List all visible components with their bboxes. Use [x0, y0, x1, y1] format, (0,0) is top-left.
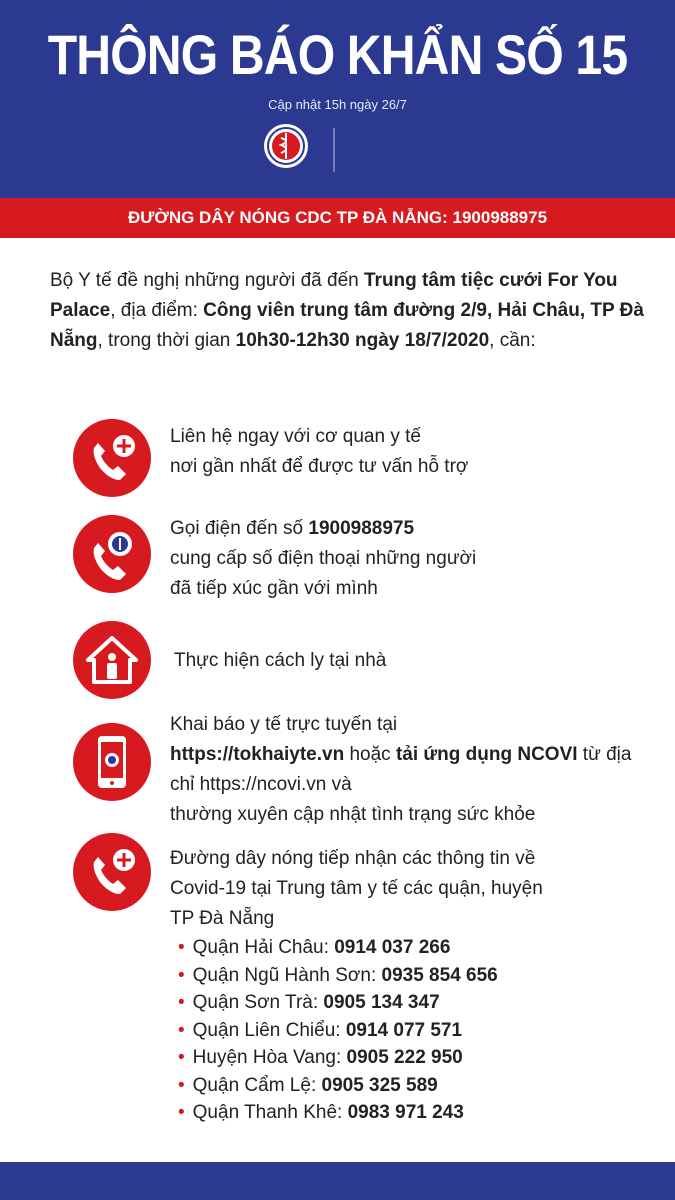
bullet-icon: •	[178, 992, 185, 1013]
hotline-number: 1900988975	[308, 518, 415, 539]
intro-text: , trong thời gian	[97, 330, 236, 351]
district-phone: 0914 037 266	[334, 937, 451, 958]
phone-logo-icon	[72, 514, 152, 594]
intro-paragraph	[50, 266, 650, 356]
instruction-text: Liên hệ ngay với cơ quan y tế nơi gần nhất để được tư vấn hỗ trợ	[170, 426, 469, 477]
caduceus-icon	[262, 122, 310, 170]
venue-name: Trung tâm tiệc cưới For You Palace	[50, 270, 618, 321]
instruction-text: Đường dây nóng tiếp nhận các thông tin về Covid-19 tại Trung tâm y tế các quận, huyện TP Đà Nẵng	[170, 848, 543, 929]
bullet-icon: •	[178, 1047, 185, 1068]
mobile-app-icon	[72, 722, 152, 802]
list-item: • Quận Cẩm Lệ: 0905 325 589	[178, 1074, 438, 1096]
page-title: THÔNG BÁO KHẨN SỐ 15	[47, 23, 628, 86]
list-item: • Quận Thanh Khê: 0983 971 243	[178, 1102, 464, 1123]
bullet-icon: •	[178, 1074, 185, 1096]
intro-text: , cần:	[489, 330, 536, 351]
logo-divider	[333, 128, 335, 172]
update-time: Cập nhật 15h ngày 26/7	[268, 97, 407, 112]
district-phone: 0914 077 571	[345, 1019, 463, 1041]
district-phone: 0905 134 347	[323, 992, 440, 1013]
intro-text: Bộ Y tế đề nghị những người đã đến	[50, 270, 364, 291]
list-item: • Quận Sơn Trà: 0905 134 347	[178, 992, 440, 1013]
declaration-link[interactable]: https://tokhaiyte.vn	[170, 744, 345, 765]
district-phone: 0983 971 243	[347, 1102, 464, 1123]
district-phone: 0905 325 589	[321, 1074, 438, 1096]
list-item: • Quận Ngũ Hành Sơn: 0935 854 656	[178, 964, 498, 986]
venue-address: Công viên trung tâm đường 2/9, Hải Châu, TP Đà Nẵng	[50, 300, 644, 351]
phone-plus-icon	[72, 418, 152, 498]
home-person-icon	[72, 620, 152, 700]
bullet-icon: •	[178, 1019, 185, 1041]
list-item: • Huyện Hòa Vang: 0905 222 950	[178, 1047, 463, 1068]
district-hotline-list	[178, 934, 638, 1127]
list-item: • Quận Liên Chiểu: 0914 077 571	[178, 1019, 463, 1041]
instruction-text: Gọi điện đến số 1900988975 cung cấp số điện thoại những người đã tiếp xúc gần với mình	[170, 518, 477, 599]
district-phone: 0905 222 950	[346, 1047, 463, 1068]
intro-text: , địa điểm:	[110, 300, 204, 321]
app-download-text: tải ứng dụng NCOVI	[395, 744, 578, 765]
footer-bar	[0, 1162, 675, 1200]
bullet-icon: •	[178, 1102, 185, 1123]
bullet-icon: •	[178, 937, 185, 958]
phone-plus-icon	[72, 832, 152, 912]
list-item: • Quận Hải Châu: 0914 037 266	[178, 937, 451, 958]
bullet-icon: •	[178, 964, 185, 986]
ministry-logo	[262, 122, 310, 170]
time-window: 10h30-12h30 ngày 18/7/2020	[235, 330, 490, 351]
district-phone: 0935 854 656	[381, 964, 498, 986]
header-banner	[0, 0, 675, 198]
instruction-text: Khai báo y tế trực tuyến tại https://tokhaiyte.vn hoặc tải ứng dụng NCOVI từ địa chỉ https://ncovi.vn và thường xuyên cập nhật tình trạng sức khỏe	[170, 714, 632, 825]
hotline-banner: ĐƯỜNG DÂY NÓNG CDC TP ĐÀ NẴNG: 1900988975	[0, 198, 675, 238]
instruction-text: Thực hiện cách ly tại nhà	[174, 650, 387, 671]
